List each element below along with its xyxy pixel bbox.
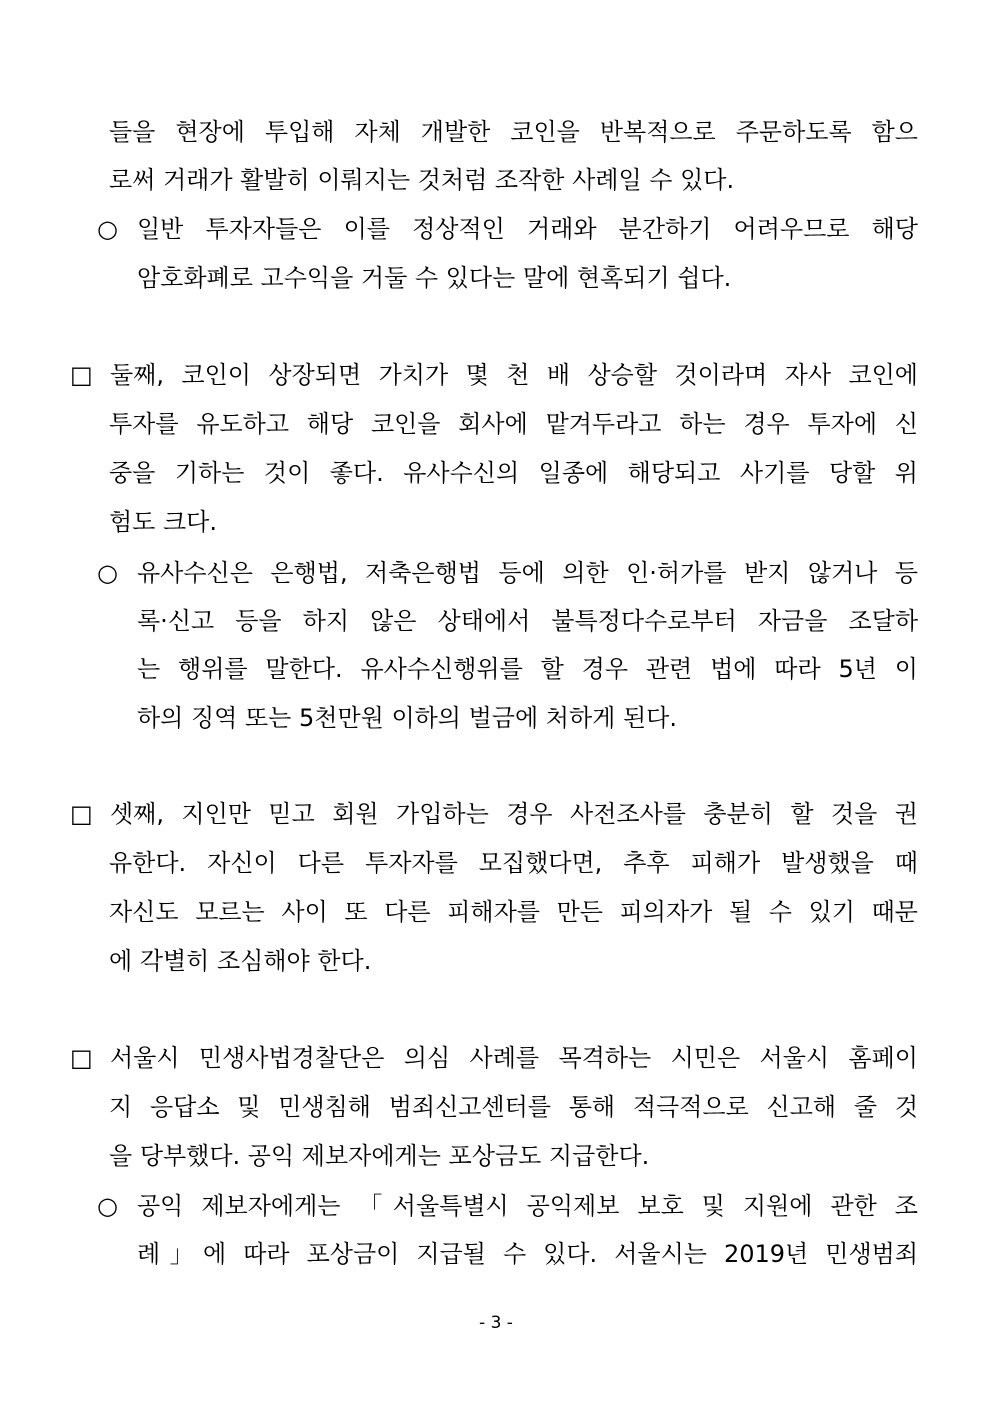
text-line: 들을 현장에 투입해 자체 개발한 코인을 반복적으로 주문하도록 함으 bbox=[109, 118, 918, 146]
circle-bullet-item bbox=[97, 557, 918, 589]
text-line: 둘째, 코인이 상장되면 가치가 몇 천 배 상승할 것이라며 자사 코인에 bbox=[110, 361, 918, 389]
square-bullet-icon: □ bbox=[70, 361, 93, 389]
text-line: 하의 징역 또는 5천만원 이하의 벌금에 처하게 된다. bbox=[137, 704, 677, 732]
text-line: 에 각별히 조심해야 한다. bbox=[109, 947, 372, 975]
circle-bullet-item bbox=[97, 1190, 918, 1222]
text-line: 지 응답소 및 민생침해 범죄신고센터를 통해 적극적으로 신고해 줄 것 bbox=[109, 1093, 918, 1121]
text-line: 록·신고 등을 하지 않은 상태에서 불특정다수로부터 자금을 조달하 bbox=[137, 607, 918, 635]
square-bullet-icon: □ bbox=[70, 800, 93, 828]
square-bullet-item bbox=[70, 798, 918, 830]
square-bullet-item bbox=[70, 1042, 918, 1074]
circle-bullet-icon: ○ bbox=[97, 1192, 118, 1220]
text-line: 중을 기하는 것이 좋다. 유사수신의 일종에 해당되고 사기를 당할 위 bbox=[109, 459, 918, 487]
square-bullet-icon: □ bbox=[70, 1044, 93, 1072]
text-line: 셋째, 지인만 믿고 회원 가입하는 경우 사전조사를 충분히 할 것을 권 bbox=[110, 800, 918, 828]
text-line: 일반 투자자들은 이를 정상적인 거래와 분간하기 어려우므로 해당 bbox=[137, 215, 918, 243]
text-line: 는 행위를 말한다. 유사수신행위를 할 경우 관련 법에 따라 5년 이 bbox=[137, 655, 918, 683]
text-line: 자신도 모르는 사이 또 다른 피해자를 만든 피의자가 될 수 있기 때문 bbox=[109, 898, 918, 926]
circle-bullet-icon: ○ bbox=[97, 215, 118, 243]
text-line: 유한다. 자신이 다른 투자자를 모집했다면, 추후 피해가 발생했을 때 bbox=[109, 849, 918, 877]
text-line: 험도 크다. bbox=[109, 508, 217, 536]
text-line: 서울시 민생사법경찰단은 의심 사례를 목격하는 시민은 서울시 홈페이 bbox=[110, 1044, 918, 1072]
circle-bullet-item bbox=[97, 213, 918, 245]
text-line: 로써 거래가 활발히 이뤄지는 것처럼 조작한 사례일 수 있다. bbox=[109, 166, 735, 194]
text-line: 투자를 유도하고 해당 코인을 회사에 맡겨두라고 하는 경우 투자에 신 bbox=[109, 410, 918, 438]
text-line: 암호화폐로 고수익을 거둘 수 있다는 말에 현혹되기 쉽다. bbox=[137, 264, 732, 292]
page-number: - 3 - bbox=[479, 1313, 513, 1333]
text-line: 을 당부했다. 공익 제보자에게는 포상금도 지급한다. bbox=[109, 1142, 650, 1170]
circle-bullet-icon: ○ bbox=[97, 559, 118, 587]
text-line: 공익 제보자에게는 「서울특별시 공익제보 보호 및 지원에 관한 조 bbox=[137, 1192, 918, 1220]
text-line: 유사수신은 은행법, 저축은행법 등에 의한 인·허가를 받지 않거나 등 bbox=[137, 559, 918, 587]
square-bullet-item bbox=[70, 359, 918, 391]
text-line: 례」에 따라 포상금이 지급될 수 있다. 서울시는 2019년 민생범죄 bbox=[137, 1240, 918, 1268]
